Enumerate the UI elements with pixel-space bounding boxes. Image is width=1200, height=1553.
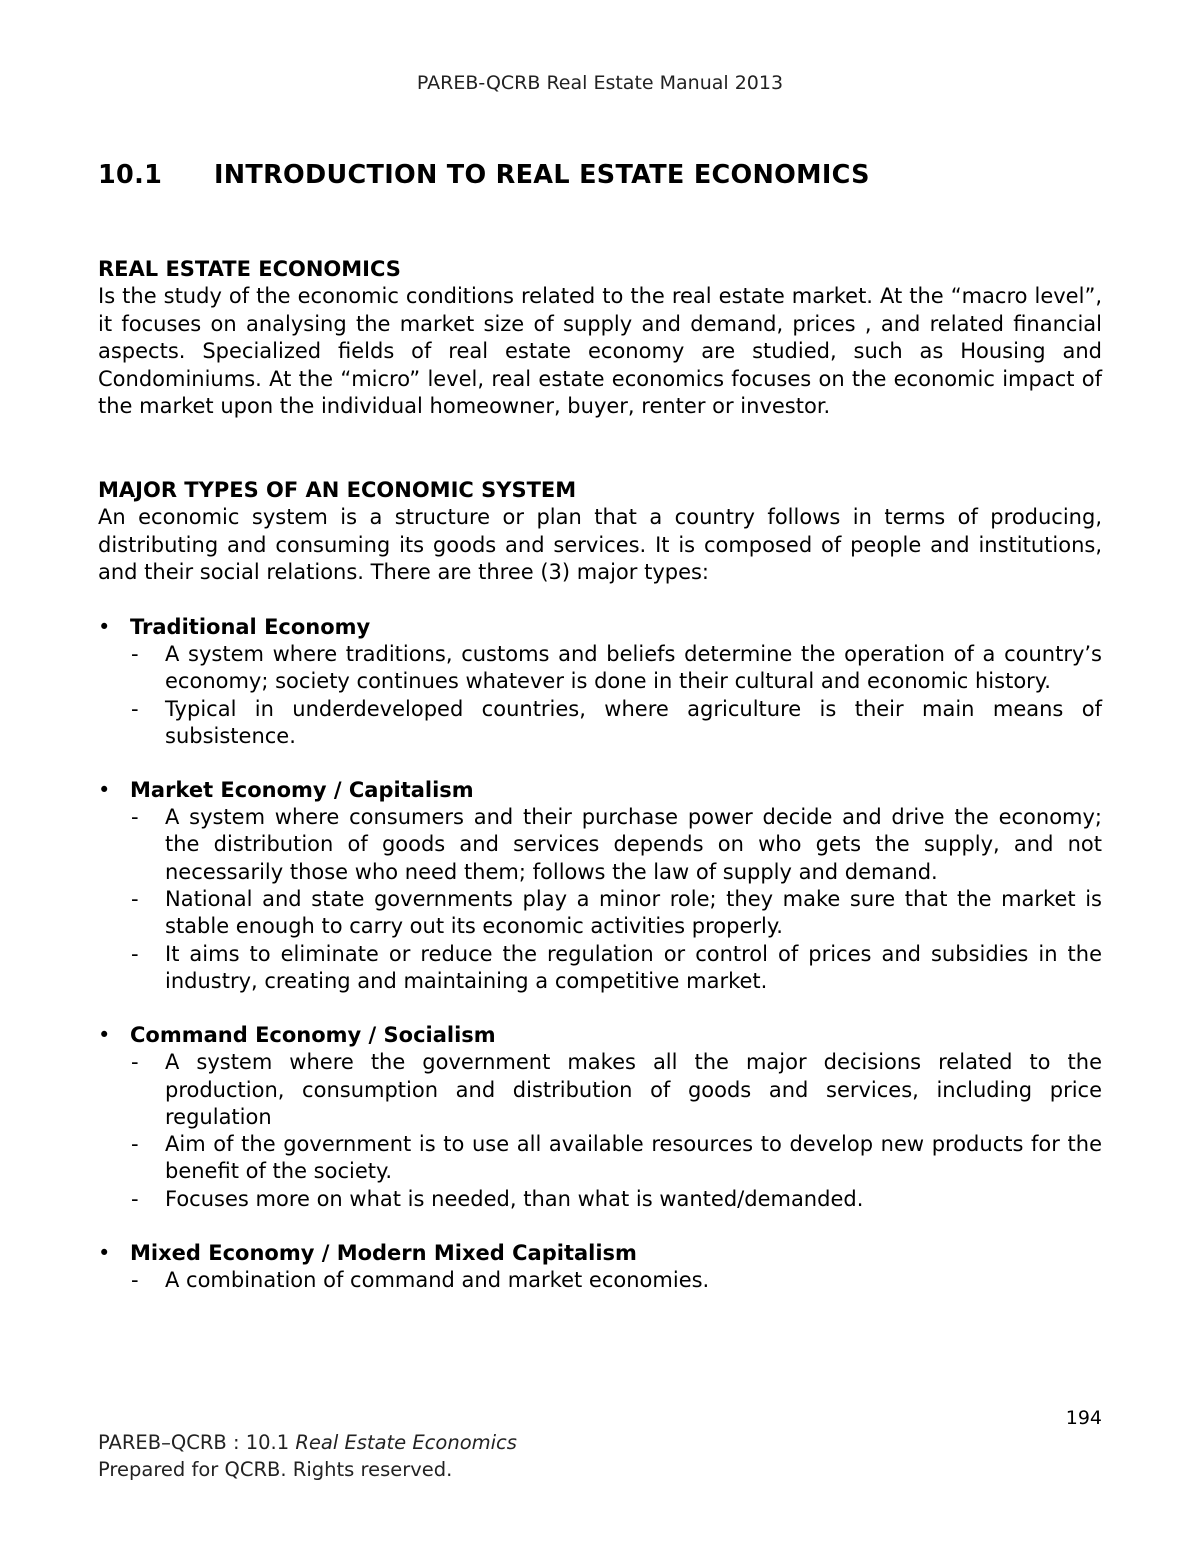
- bullet-icon: •: [98, 1023, 111, 1048]
- economy-type-heading: [98, 1021, 1102, 1049]
- point-text: Aim of the government is to use all available resources to develop new products for the benefit of the society.: [165, 1132, 1102, 1184]
- economy-type-title: Command Economy / Socialism: [130, 1023, 496, 1048]
- point-text: It aims to eliminate or reduce the regulation or control of prices and subsidies in the industry, creating and maintaining a competitive market.: [165, 941, 1102, 993]
- footer-rights: Prepared for QCRB. Rights reserved.: [98, 1458, 453, 1481]
- chapter-title-text: INTRODUCTION TO REAL ESTATE ECONOMICS: [214, 160, 870, 190]
- point-text: A system where consumers and their purchase power decide and drive the economy; the distribution of goods and services depends on who gets the supply, and not necessarily those who need them; follows the law of supply and demand.: [165, 805, 1102, 884]
- economy-type-points: [98, 1267, 1102, 1294]
- dash-icon: -: [131, 941, 139, 966]
- dash-icon: -: [131, 696, 139, 721]
- bullet-icon: •: [98, 778, 111, 803]
- footer-source: [98, 1431, 517, 1454]
- economy-type-item: [98, 1021, 1102, 1213]
- dash-icon: -: [131, 1268, 139, 1293]
- economy-type-title: Traditional Economy: [130, 615, 371, 639]
- section-heading: REAL ESTATE ECONOMICS: [98, 257, 401, 281]
- economy-type-point: [98, 1049, 1102, 1131]
- dash-icon: -: [131, 805, 139, 830]
- economy-type-heading: [98, 613, 1102, 641]
- economy-type-item: [98, 1239, 1102, 1294]
- economy-type-points: [98, 1049, 1102, 1213]
- economy-types-list: [98, 613, 1102, 1320]
- page-number: 194: [1065, 1407, 1102, 1429]
- dash-icon: -: [131, 1050, 139, 1075]
- dash-icon: -: [131, 887, 139, 912]
- dash-icon: -: [131, 1186, 139, 1211]
- economy-type-point: [98, 1131, 1102, 1186]
- point-text: A combination of command and market economies.: [165, 1268, 710, 1293]
- economy-type-title: Market Economy / Capitalism: [130, 778, 474, 803]
- economy-type-point: [98, 641, 1102, 696]
- bullet-icon: •: [98, 615, 111, 639]
- economy-type-point: [98, 1267, 1102, 1294]
- footer-section-title: Real Estate Economics: [295, 1431, 517, 1454]
- economy-type-item: [98, 613, 1102, 750]
- point-text: A system where traditions, customs and beliefs determine the operation of a country’s economy; society continues whatever is done in their cultural and economic history.: [165, 642, 1102, 694]
- point-text: Focuses more on what is needed, than what is wanted/demanded.: [165, 1186, 864, 1211]
- section-economic-systems: [98, 476, 1102, 587]
- point-text: A system where the government makes all the major decisions related to the production, consumption and distribution of goods and services, including price regulation: [165, 1050, 1102, 1129]
- section-paragraph: Is the study of the economic conditions related to the real estate market. At the “macro level”, it focuses on analysing the market size of supply and demand, prices , and related financial aspects. Specialized fields of real estate economy are studied, such as Housing and Condominiums. At the “micro” level, real estate economics focuses on the economic impact of the market upon the individual homeowner, buyer, renter or investor.: [98, 284, 1102, 419]
- economy-type-point: [98, 886, 1102, 941]
- section-heading: MAJOR TYPES OF AN ECONOMIC SYSTEM: [98, 478, 577, 502]
- economy-type-heading: [98, 776, 1102, 804]
- point-text: Typical in underdeveloped countries, where agriculture is their main means of subsistence.: [165, 696, 1102, 748]
- economy-type-item: [98, 776, 1102, 995]
- dash-icon: -: [131, 1132, 139, 1157]
- economy-type-title: Mixed Economy / Modern Mixed Capitalism: [130, 1241, 637, 1266]
- economy-type-points: [98, 641, 1102, 750]
- economy-type-point: [98, 1186, 1102, 1213]
- running-header: PAREB-QCRB Real Estate Manual 2013: [416, 72, 784, 94]
- chapter-number: 10.1: [98, 160, 163, 190]
- economy-type-heading: [98, 1239, 1102, 1267]
- economy-type-point: [98, 941, 1102, 996]
- dash-icon: -: [131, 642, 139, 666]
- section-real-estate-economics: [98, 255, 1102, 421]
- chapter-title: [98, 160, 1102, 190]
- footer-org: PAREB–QCRB : 10.1: [98, 1431, 296, 1454]
- point-text: National and state governments play a minor role; they make sure that the market is stable enough to carry out its economic activities properly.: [165, 887, 1102, 939]
- bullet-icon: •: [98, 1241, 111, 1266]
- section-paragraph: An economic system is a structure or plan that a country follows in terms of producing, distributing and consuming its goods and services. It is composed of people and institutions, and their social relations. There are three (3) major types:: [98, 505, 1102, 585]
- economy-type-point: [98, 696, 1102, 751]
- economy-type-points: [98, 804, 1102, 995]
- economy-type-point: [98, 804, 1102, 886]
